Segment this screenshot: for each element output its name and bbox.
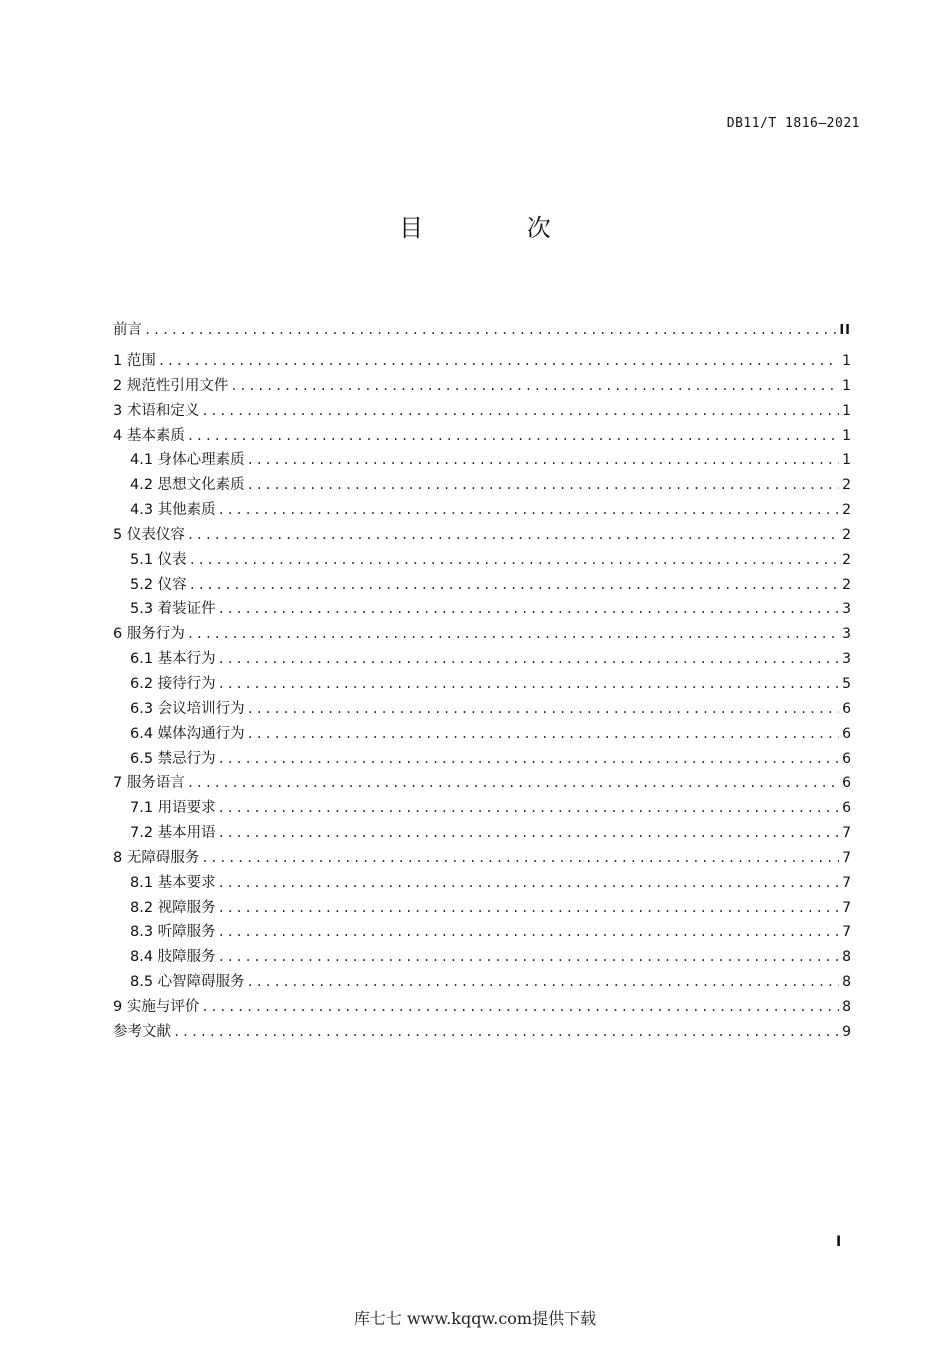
toc-entry-page: 6: [842, 700, 851, 717]
toc-entry-label: 参考文献: [113, 1023, 171, 1040]
toc-dot-leader: [218, 672, 839, 697]
toc-dot-leader: [218, 747, 839, 772]
toc-entry-page: 7: [842, 924, 851, 941]
toc-entry-page: 2: [842, 576, 851, 593]
toc-dot-leader: [189, 548, 839, 573]
toc-entry[interactable]: [113, 498, 851, 523]
toc-dot-leader: [187, 771, 839, 796]
toc-dot-leader: [189, 573, 839, 598]
toc-entry-label: 5 仪表仪容: [113, 526, 185, 543]
toc-entry[interactable]: [113, 448, 851, 473]
toc-entry[interactable]: [113, 747, 851, 772]
toc-entry-label: 2 规范性引用文件: [113, 377, 229, 394]
toc-entry-page: II: [839, 323, 851, 338]
toc-entry-label: 7.2 基本用语: [130, 825, 216, 842]
toc-entry-page: 1: [842, 353, 851, 369]
toc-entry-label: 4.1 身体心理素质: [130, 452, 245, 469]
toc-dot-leader: [218, 796, 839, 821]
toc-entry[interactable]: [113, 846, 851, 871]
toc-entry[interactable]: [113, 896, 851, 921]
toc-dot-leader: [230, 374, 839, 399]
toc-entry-page: 6: [842, 775, 851, 792]
toc-entry-label: 6.5 禁忌行为: [130, 750, 216, 767]
toc-dot-leader: [201, 399, 839, 424]
toc-entry-label: 7.1 用语要求: [130, 800, 216, 817]
toc-dot-leader: [247, 448, 839, 473]
toc-entry-label: 6.3 会议培训行为: [130, 700, 245, 717]
toc-entry-label: 8.1 基本要求: [130, 874, 216, 891]
toc-dot-leader: [187, 622, 839, 647]
toc-entry-label: 4 基本素质: [113, 427, 185, 444]
toc-entry-page: 1: [842, 377, 851, 394]
toc-entry[interactable]: [113, 796, 851, 821]
toc-entry-label: 8.4 肢障服务: [130, 949, 216, 966]
toc-dot-leader: [201, 995, 839, 1020]
toc-entry[interactable]: [113, 995, 851, 1020]
toc-entry[interactable]: [113, 548, 851, 573]
toc-entry-label: 8.5 心智障碍服务: [130, 974, 245, 991]
toc-entry-label: 6.2 接待行为: [130, 675, 216, 692]
toc-entry-label: 9 实施与评价: [113, 998, 200, 1015]
toc-entry[interactable]: [113, 318, 851, 349]
toc-dot-leader: [144, 318, 836, 342]
toc-dot-leader: [158, 349, 839, 374]
toc-entry-page: 7: [842, 874, 851, 891]
toc-dot-leader: [218, 597, 839, 622]
toc-dot-leader: [218, 871, 839, 896]
toc-entry[interactable]: [113, 349, 851, 374]
toc-entry-page: 7: [842, 899, 851, 916]
toc-dot-leader: [187, 523, 839, 548]
toc-entry[interactable]: [113, 920, 851, 945]
toc-entry-page: 6: [842, 725, 851, 742]
toc-dot-leader: [247, 697, 839, 722]
toc-entry[interactable]: [113, 697, 851, 722]
toc-entry[interactable]: [113, 945, 851, 970]
toc-entry-label: 4.2 思想文化素质: [130, 477, 245, 494]
toc-dot-leader: [247, 473, 839, 498]
toc-entry-label: 8.2 视障服务: [130, 899, 216, 916]
toc-dot-leader: [173, 1020, 839, 1045]
toc-entry[interactable]: [113, 1020, 851, 1045]
toc-entry-page: 2: [842, 526, 851, 543]
toc-entry-label: 4.3 其他素质: [130, 502, 216, 519]
toc-entry[interactable]: [113, 523, 851, 548]
toc-entry-page: 1: [842, 452, 851, 469]
footer-source: 库七七 www.kqqw.com提供下载: [353, 1309, 597, 1328]
page-number: I: [836, 1234, 842, 1250]
toc-entry[interactable]: [113, 473, 851, 498]
toc-entry[interactable]: [113, 424, 851, 449]
toc-entry[interactable]: [113, 573, 851, 598]
toc-dot-leader: [247, 722, 839, 747]
toc-title: 目 次: [399, 214, 599, 242]
table-of-contents: [113, 318, 851, 1045]
toc-dot-leader: [247, 970, 839, 995]
toc-entry-label: 7 服务语言: [113, 775, 185, 792]
toc-dot-leader: [218, 945, 839, 970]
toc-entry[interactable]: [113, 970, 851, 995]
toc-entry[interactable]: [113, 374, 851, 399]
toc-entry-page: 2: [842, 502, 851, 519]
toc-entry-page: 1: [842, 402, 851, 419]
toc-entry-page: 2: [842, 477, 851, 494]
toc-entry[interactable]: [113, 597, 851, 622]
toc-dot-leader: [218, 920, 839, 945]
toc-dot-leader: [218, 647, 839, 672]
toc-entry-page: 7: [842, 825, 851, 842]
toc-entry-page: 9: [842, 1023, 851, 1040]
toc-dot-leader: [218, 821, 839, 846]
toc-entry-label: 5.2 仪容: [130, 576, 187, 593]
toc-entry-label: 前言: [113, 322, 142, 338]
toc-entry[interactable]: [113, 771, 851, 796]
toc-entry-label: 8 无障碍服务: [113, 849, 200, 866]
toc-entry[interactable]: [113, 647, 851, 672]
toc-entry-label: 5.1 仪表: [130, 551, 187, 568]
toc-entry[interactable]: [113, 722, 851, 747]
toc-entry-page: 5: [842, 675, 851, 692]
toc-entry-page: 6: [842, 750, 851, 767]
toc-entry-page: 6: [842, 800, 851, 817]
toc-entry-page: 8: [842, 998, 851, 1015]
toc-entry-label: 6 服务行为: [113, 626, 185, 643]
toc-entry[interactable]: [113, 399, 851, 424]
toc-entry-label: 5.3 着装证件: [130, 601, 216, 618]
document-code: DB11/T 1816—2021: [726, 116, 860, 131]
toc-entry-label: 6.1 基本行为: [130, 651, 216, 668]
toc-entry-page: 1: [842, 427, 851, 444]
toc-entry-label: 6.4 媒体沟通行为: [130, 725, 245, 742]
toc-entry-label: 1 范围: [113, 353, 156, 369]
toc-entry-page: 2: [842, 551, 851, 568]
toc-entry-label: 8.3 听障服务: [130, 924, 216, 941]
toc-entry-page: 8: [842, 974, 851, 991]
toc-entry[interactable]: [113, 622, 851, 647]
toc-entry[interactable]: [113, 672, 851, 697]
toc-dot-leader: [218, 498, 839, 523]
toc-dot-leader: [201, 846, 839, 871]
toc-dot-leader: [187, 424, 839, 449]
toc-entry-page: 7: [842, 849, 851, 866]
toc-dot-leader: [218, 896, 839, 921]
toc-entry-label: 3 术语和定义: [113, 402, 200, 419]
toc-entry[interactable]: [113, 821, 851, 846]
toc-entry-page: 3: [842, 601, 851, 618]
toc-entry[interactable]: [113, 871, 851, 896]
toc-entry-page: 8: [842, 949, 851, 966]
toc-entry-page: 3: [842, 651, 851, 668]
toc-entry-page: 3: [842, 626, 851, 643]
